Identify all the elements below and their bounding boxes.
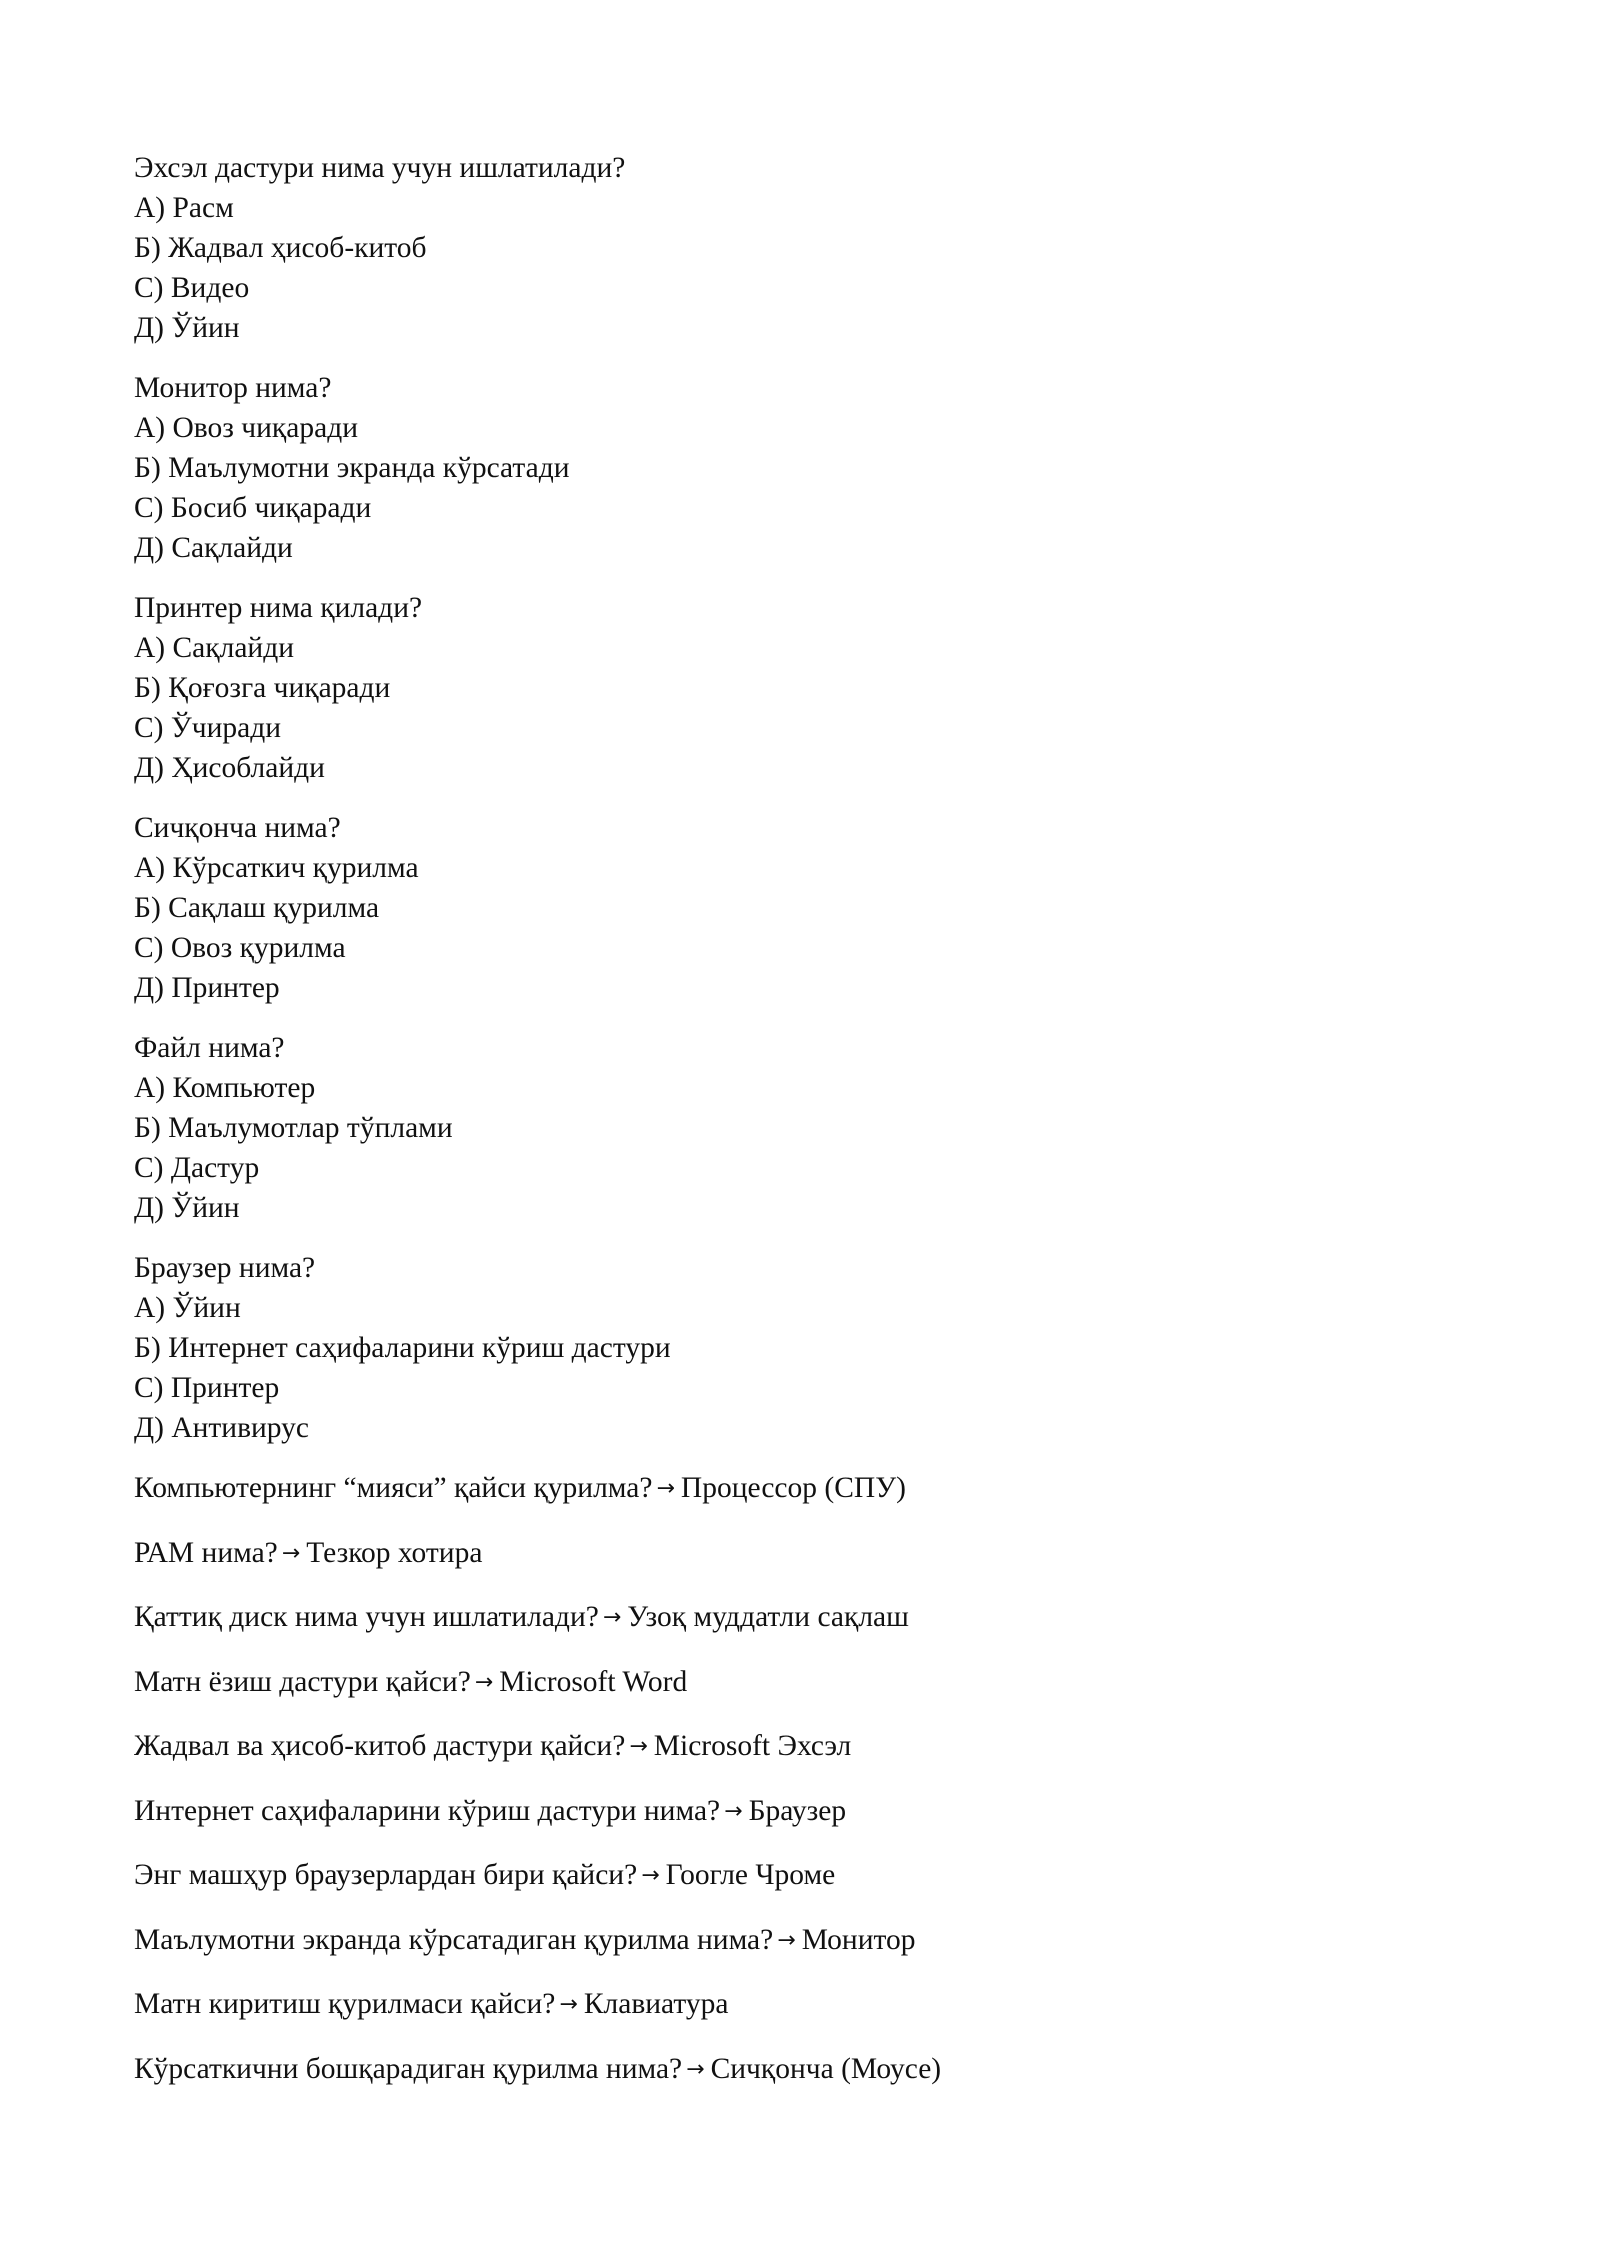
answer-option: Б) Маълумотни экранда кўрсатади (134, 452, 570, 484)
answer-option: Б) Маълумотлар тўплами (134, 1112, 453, 1144)
qa-answer: Клавиатура (583, 1988, 729, 2020)
answer-option: Б) Интернет саҳифаларини кўриш дастури (134, 1332, 671, 1364)
qa-line (134, 2049, 1494, 2092)
answer-option: Д) Ўйин (134, 312, 240, 344)
right-arrow-icon: → (474, 1669, 494, 1695)
qa-line (134, 1468, 1494, 1511)
question-text: Сичқонча нима? (134, 812, 341, 844)
question-text: Монитор нима? (134, 372, 332, 404)
right-arrow-icon: → (629, 1734, 648, 1759)
answer-option: А) Ўйин (134, 1292, 241, 1324)
right-arrow-icon: → (559, 1992, 578, 2017)
right-arrow-icon: → (686, 2056, 705, 2082)
answer-option: Б) Қоғозга чиқаради (134, 672, 391, 704)
answer-option: А) Овоз чиқаради (134, 412, 359, 444)
qa-answer: Тезкор хотира (306, 1536, 483, 1569)
answer-option: А) Расм (134, 192, 234, 224)
question-text: Принтер нима қилади? (134, 592, 423, 624)
qa-question: Жадвал ва ҳисоб-китоб дастури қайси? (134, 1730, 626, 1762)
qa-answer: Монитор (801, 1923, 916, 1956)
right-arrow-icon: → (656, 1476, 675, 1501)
qa-answer: Microsoft Word (499, 1665, 688, 1698)
answer-option: С) Ўчиради (134, 712, 282, 744)
answer-option: С) Овоз қурилма (134, 932, 346, 964)
answer-option: С) Дастур (134, 1152, 260, 1184)
multiple-choice-section (134, 148, 1494, 1448)
answer-option: Б) Жадвал ҳисоб-китоб (134, 232, 427, 264)
question-block (134, 588, 1494, 788)
right-arrow-icon: → (281, 1540, 301, 1566)
question-answer-section (134, 1468, 1494, 2092)
answer-option: С) Принтер (134, 1372, 280, 1404)
right-arrow-icon: → (777, 1927, 796, 1953)
question-text: Файл нима? (134, 1032, 285, 1064)
qa-line (134, 1855, 1494, 1898)
answer-option: Д) Принтер (134, 972, 280, 1004)
answer-option: С) Босиб чиқаради (134, 492, 372, 524)
question-block (134, 808, 1494, 1008)
qa-answer: Браузер (748, 1794, 847, 1827)
right-arrow-icon: → (724, 1798, 743, 1824)
question-text: Браузер нима? (134, 1252, 316, 1284)
question-text: Эхсэл дастури нима учун ишлатилади? (134, 152, 626, 184)
qa-question: Маълумотни экранда кўрсатадиган қурилма нима? (134, 1923, 774, 1956)
qa-answer: Гоогле Чроме (665, 1859, 836, 1891)
document-page (134, 148, 1494, 2113)
qa-question: РАМ нима? (134, 1536, 278, 1569)
question-block (134, 1248, 1494, 1448)
qa-line (134, 1984, 1494, 2027)
answer-option: А) Компьютер (134, 1072, 316, 1104)
qa-question: Қаттиқ диск нима учун ишлатилади? (134, 1601, 599, 1633)
answer-option: А) Кўрсаткич қурилма (134, 852, 419, 884)
answer-option: Б) Сақлаш қурилма (134, 892, 380, 924)
qa-line (134, 1533, 1494, 1576)
question-block (134, 1028, 1494, 1228)
qa-question: Энг машҳур браузерлардан бири қайси? (134, 1859, 638, 1891)
question-block (134, 148, 1494, 348)
qa-line (134, 1597, 1494, 1640)
qa-question: Матн ёзиш дастури қайси? (134, 1665, 471, 1698)
qa-line (134, 1726, 1494, 1769)
qa-question: Компьютернинг “мияси” қайси қурилма? (134, 1472, 653, 1504)
qa-answer: Узоқ муддатли сақлаш (627, 1601, 909, 1633)
qa-line (134, 1662, 1494, 1705)
qa-question: Матн киритиш қурилмаси қайси? (134, 1988, 556, 2020)
qa-answer: Сичқонча (Моусе) (710, 2052, 942, 2085)
question-block (134, 368, 1494, 568)
answer-option: Д) Ўйин (134, 1192, 240, 1224)
right-arrow-icon: → (602, 1605, 622, 1630)
answer-option: С) Видео (134, 272, 250, 304)
qa-line (134, 1791, 1494, 1834)
right-arrow-icon: → (641, 1863, 660, 1888)
answer-option: Д) Ҳисоблайди (134, 752, 325, 784)
answer-option: Д) Антивирус (134, 1412, 310, 1444)
qa-answer: Процессор (СПУ) (680, 1472, 906, 1504)
answer-option: А) Сақлайди (134, 632, 295, 664)
qa-answer: Microsoft Эхсэл (653, 1730, 852, 1762)
qa-question: Кўрсаткични бошқарадиган қурилма нима? (134, 2052, 683, 2085)
qa-question: Интернет саҳифаларини кўриш дастури нима? (134, 1794, 721, 1827)
qa-line (134, 1920, 1494, 1963)
answer-option: Д) Сақлайди (134, 532, 293, 564)
